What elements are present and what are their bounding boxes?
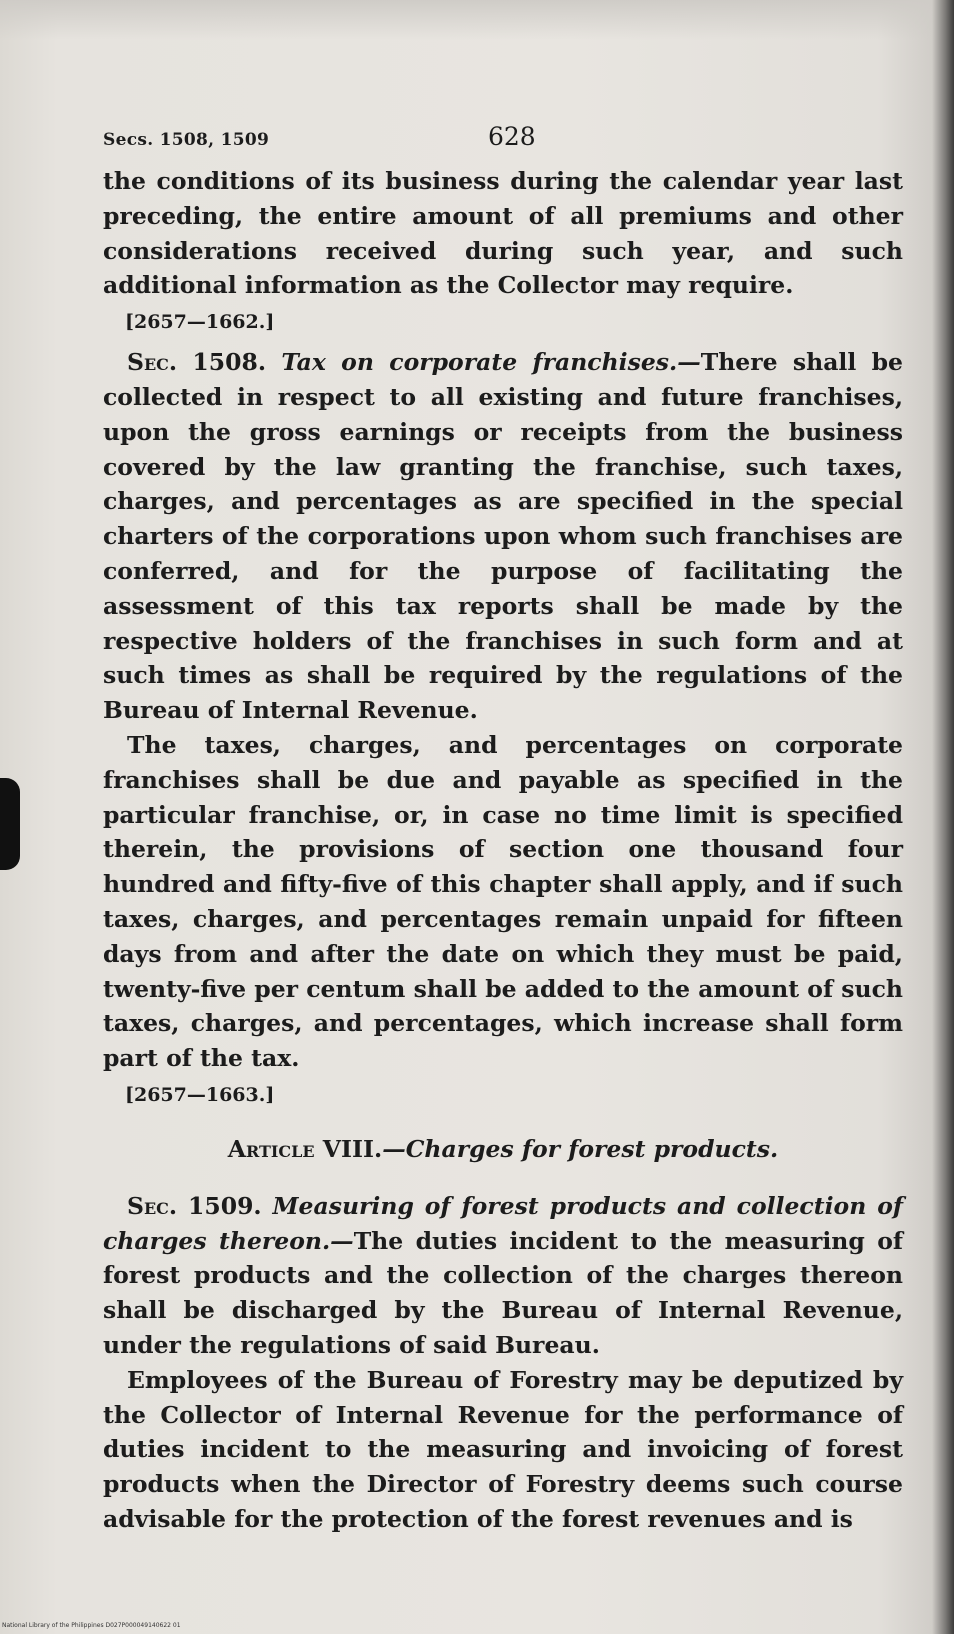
citation-ref: [2657—1662.]	[125, 311, 275, 334]
page-number: 628	[488, 122, 536, 151]
article-label: Article VIII.	[227, 1134, 383, 1163]
book-edge-shadow	[932, 0, 954, 1634]
section-1508-paragraph-2: The taxes, charges, and percentages on corporate franchises shall be due and payable as specified in the particular franchise, or, in case no time limit is specified therein, the provisions of section one thousand four hundred and fifty-five of this chapter shall apply, and if such taxes, charges, and percentages remain unpaid for fifteen days from and after the date on which they must be paid, twenty-five per centum shall be added to the amount of such taxes, charges, and percentages, which increase shall form part of the tax.	[103, 730, 903, 1073]
section-1509-paragraph	[103, 1189, 903, 1363]
article-title: —Charges for forest products.	[382, 1134, 779, 1163]
section-caption: Tax on corporate franchises.—	[281, 348, 701, 377]
binding-mark	[0, 778, 20, 870]
section-1509-paragraph-2: Employees of the Bureau of Forestry may be deputized by the Collector of Internal Revenue for the performance of duties incident to the measuring and invoicing of forest products when the Director of Forestry deems such course advisable for the protection of the forest revenues and is	[103, 1365, 903, 1533]
section-caption: Measuring of forest products and collection of charges thereon.—	[103, 1191, 903, 1255]
section-reference: Secs. 1508, 1509	[103, 130, 270, 150]
running-head	[103, 118, 903, 164]
section-text: The duties incident to the measuring of forest products and the collection of the charges thereon shall be discharged by the Bureau of Internal Revenue, under the regulations of said Bureau.	[103, 1226, 904, 1359]
citation-ref: [2657—1663.]	[125, 1083, 275, 1106]
scan-shadow-top	[0, 0, 954, 40]
article-heading	[103, 1132, 903, 1167]
section-label: Sec. 1509.	[127, 1191, 262, 1220]
document-page	[103, 118, 903, 1537]
scan-footer: National Library of the Philippines D027P000049140622 01	[2, 1622, 181, 1629]
section-label: Sec. 1508.	[127, 348, 267, 377]
continued-paragraph: the conditions of its business during the calendar year last preceding, the entire amount of all premiums and other considerations received during such year, and such additional information as the Collector may require.	[103, 167, 903, 300]
section-1508-paragraph	[103, 345, 903, 728]
section-text: There shall be collected in respect to all existing and future franchises, upon the gross earnings or receipts from the business covered by the law granting the franchise, such taxes, charges, and percentages as are specified in the special charters of the corporations upon whom such franchises are conferred, and for the purpose of facilitating the assessment of this tax reports shall be made by the respective holders of the franchises in such form and at such times as shall be required by the regulations of the Bureau of Internal Revenue.	[103, 348, 904, 725]
